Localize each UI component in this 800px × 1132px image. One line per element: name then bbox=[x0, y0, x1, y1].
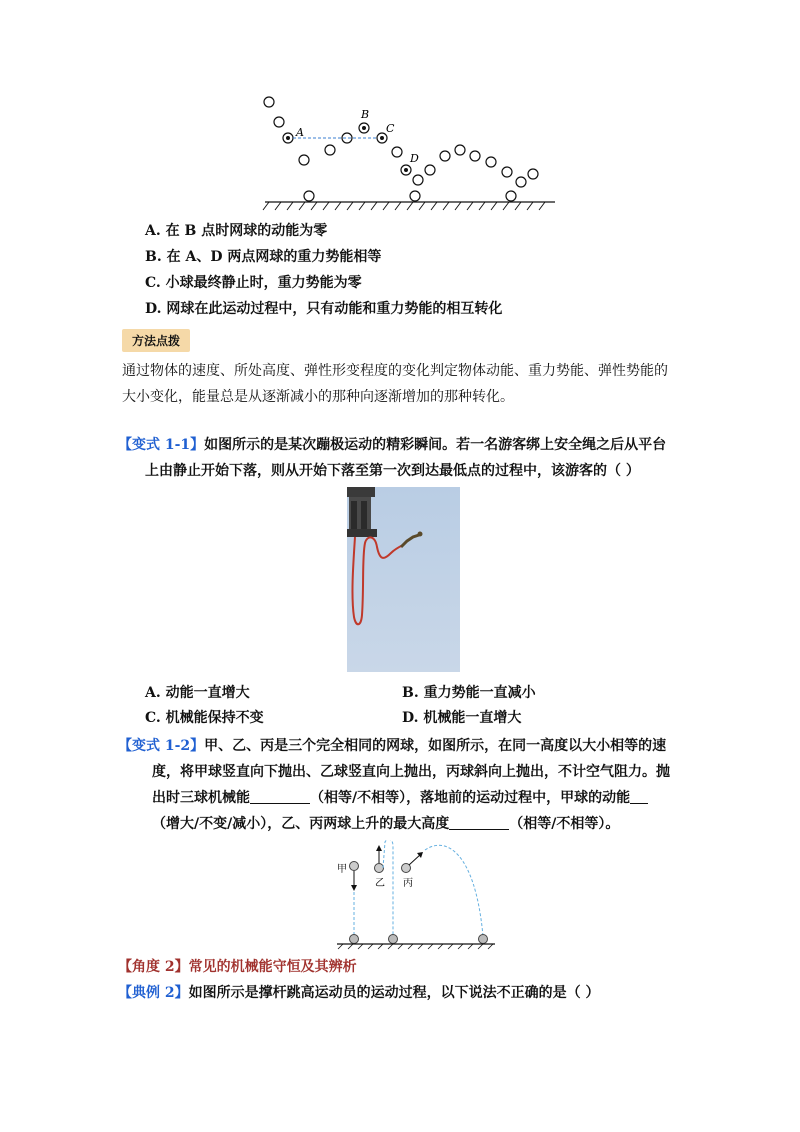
method-badge: 方法点拨 bbox=[122, 329, 190, 352]
v12-text-3a: 出时三球机械能 bbox=[152, 790, 250, 806]
method-line-1: 通过物体的速度、所处高度、弹性形变程度的变化判定物体动能、重力势能、弹性势能的 bbox=[122, 363, 668, 379]
label-a: A bbox=[296, 126, 304, 139]
angle-2-heading bbox=[118, 954, 357, 980]
v12-text-1: 甲、乙、丙是三个完全相同的网球，如图所示，在同一高度以大小相等的速 bbox=[204, 738, 667, 754]
v12-line-2: 度，将甲球竖直向下抛出、乙球竖直向上抛出，丙球斜向上抛出，不计空气阻力。抛 bbox=[152, 764, 670, 780]
q1-option-b bbox=[145, 246, 381, 266]
v12-text-4b: （相等/不相等）。 bbox=[509, 816, 620, 832]
label-d: D bbox=[410, 152, 419, 165]
label-jia: 甲 bbox=[337, 864, 347, 875]
option-key: A. bbox=[145, 685, 161, 701]
bungee-photo bbox=[347, 487, 460, 672]
v11-option-a bbox=[145, 682, 250, 702]
option-key: C. bbox=[145, 275, 161, 291]
option-key: A. bbox=[145, 223, 161, 239]
option-key: D. bbox=[145, 301, 162, 317]
v12-line-4 bbox=[152, 811, 619, 837]
example-2-text: 如图所示是撑杆跳高运动员的运动过程，以下说法不正确的是（ ） bbox=[188, 985, 600, 1001]
q1-option-c bbox=[145, 272, 362, 292]
v12-line-3 bbox=[152, 785, 648, 811]
example-2-tag: 【典例 2】 bbox=[118, 985, 189, 1001]
v11-text-1: 如图所示的是某次蹦极运动的精彩瞬间。若一名游客绑上安全绳之后从平台 bbox=[204, 437, 667, 453]
option-key: B. bbox=[402, 685, 419, 701]
v11-line-2: 上由静止开始下落，则从开始下落至第一次到达最低点的过程中，该游客的（ ） bbox=[145, 463, 640, 479]
v11-option-c bbox=[145, 707, 264, 727]
ball-trajectory-figure bbox=[255, 90, 565, 215]
v11-tag: 【变式 1-1】 bbox=[118, 437, 205, 453]
label-c: C bbox=[386, 122, 395, 135]
three-balls-figure bbox=[335, 840, 505, 950]
label-b: B bbox=[361, 108, 370, 121]
option-text: 机械能保持不变 bbox=[165, 710, 264, 726]
v12-text-4a: （增大/不变/减小），乙、丙两球上升的最大高度 bbox=[152, 816, 450, 832]
option-text: 在 A、D 两点网球的重力势能相等 bbox=[166, 249, 382, 265]
q1-option-d bbox=[145, 298, 502, 318]
option-text: 重力势能一直减小 bbox=[423, 685, 536, 701]
option-text: 机械能一直增大 bbox=[423, 710, 522, 726]
option-key: C. bbox=[145, 710, 161, 726]
method-line-2: 大小变化，能量总是从逐渐减小的那种向逐渐增加的那种转化。 bbox=[122, 389, 514, 405]
label-bing: 丙 bbox=[403, 878, 413, 889]
option-text: 在 B 点时网球的动能为零 bbox=[165, 223, 328, 239]
v12-text-3b: （相等/不相等），落地前的运动过程中，甲球的动能 bbox=[310, 790, 631, 806]
option-text: 小球最终静止时，重力势能为零 bbox=[165, 275, 362, 291]
answer-blank-1[interactable] bbox=[250, 789, 310, 804]
angle-2-text: 常见的机械能守恒及其辨析 bbox=[188, 959, 357, 975]
answer-blank-3[interactable] bbox=[449, 815, 509, 830]
v12-tag: 【变式 1-2】 bbox=[118, 738, 205, 754]
option-key: D. bbox=[402, 710, 419, 726]
q1-option-a bbox=[145, 220, 327, 240]
label-yi: 乙 bbox=[375, 878, 385, 889]
v12-line-1 bbox=[118, 733, 666, 759]
option-text: 动能一直增大 bbox=[165, 685, 250, 701]
answer-blank-2[interactable] bbox=[630, 789, 648, 804]
option-text: 网球在此运动过程中，只有动能和重力势能的相互转化 bbox=[166, 301, 503, 317]
example-2 bbox=[118, 980, 600, 1006]
option-key: B. bbox=[145, 249, 162, 265]
angle-2-tag: 【角度 2】 bbox=[118, 959, 189, 975]
v11-option-d bbox=[402, 707, 521, 727]
v11-option-b bbox=[402, 682, 536, 702]
v11-line-1 bbox=[118, 432, 666, 458]
